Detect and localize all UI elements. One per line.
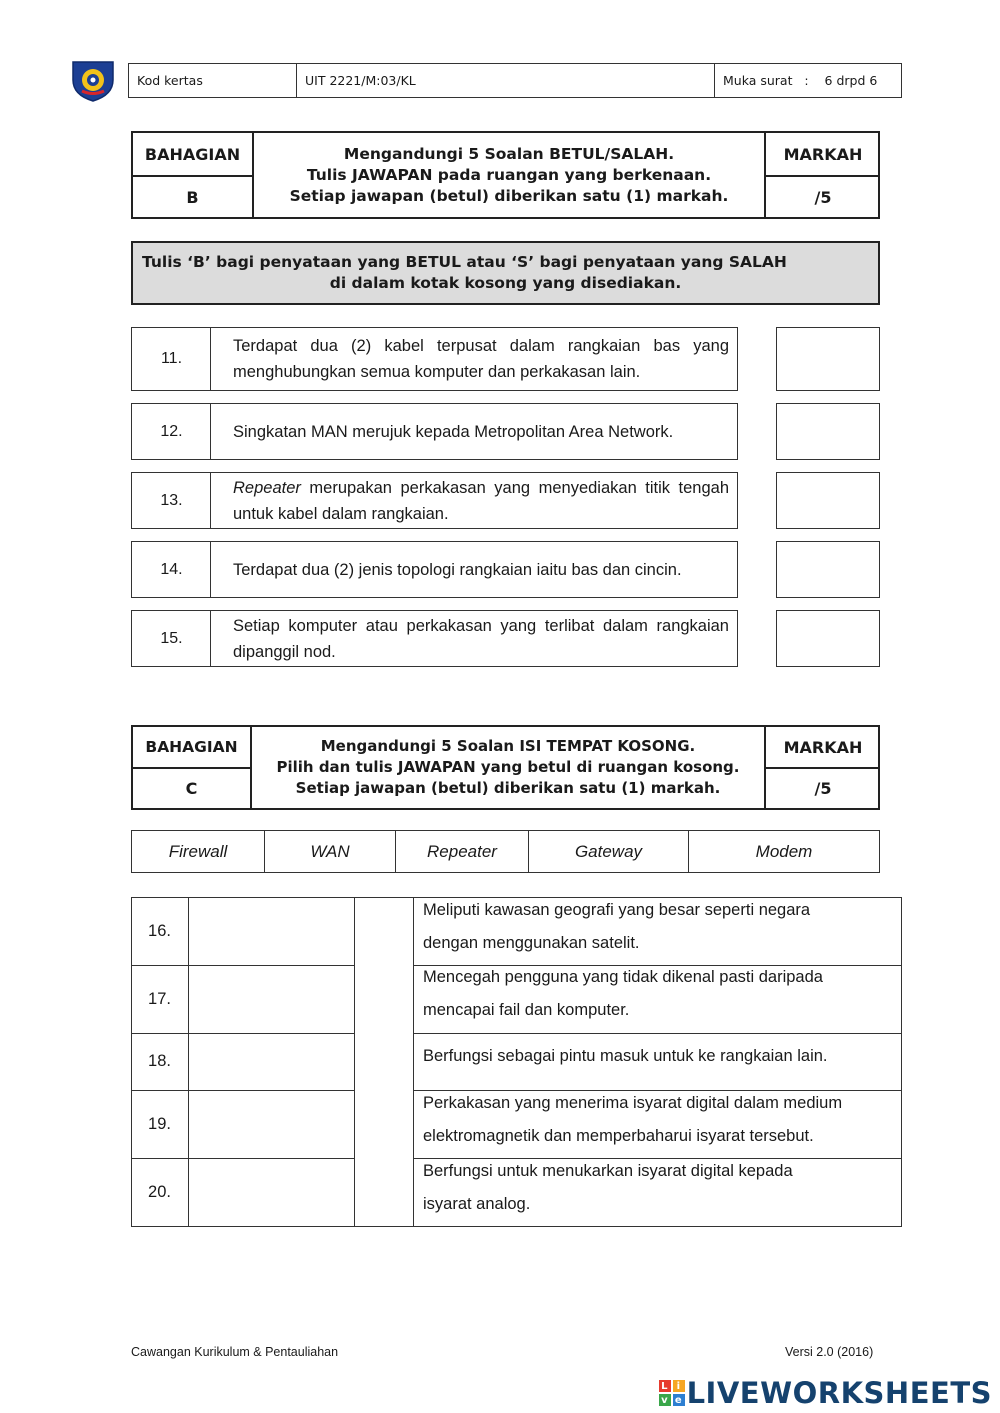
- school-logo: [70, 58, 116, 102]
- question-17-number: 17.: [148, 989, 171, 1008]
- section-b-letter: B: [186, 187, 199, 207]
- answer-field-18[interactable]: [190, 1035, 353, 1089]
- section-c-desc-line3: Setiap jawapan (betul) diberikan satu (1) markah.: [295, 779, 721, 797]
- footer-left: Cawangan Kurikulum & Pentauliahan: [131, 1345, 339, 1359]
- section-c-label: BAHAGIAN: [145, 738, 238, 756]
- kod-kertas-label: Kod kertas: [129, 64, 297, 97]
- question-11-text: Terdapat dua (2) kabel terpusat dalam rangkaian bas yang menghubungkan semua komputer dan perkakasan lain.: [210, 327, 738, 391]
- section-c-description: [252, 727, 764, 808]
- option-wan: WAN: [265, 831, 396, 872]
- answer-field-20[interactable]: [190, 1160, 353, 1225]
- page-header: [128, 63, 902, 98]
- answer-options: [131, 830, 880, 873]
- question-18-text: Berfungsi sebagai pintu masuk untuk ke rangkaian lain.: [423, 1047, 828, 1065]
- question-13-text: Repeater merupakan perkakasan yang menyediakan titik tengah untuk kabel dalam rangkaian.: [210, 472, 738, 529]
- section-c-markah-value: /5: [814, 779, 832, 798]
- question-13-number: 13.: [131, 472, 211, 529]
- footer-version: Versi 2.0 (2016): [785, 1345, 874, 1359]
- question-20-text: Berfungsi untuk menukarkan isyarat digital kepada isyarat analog.: [423, 1162, 793, 1213]
- section-b-description: [254, 133, 764, 217]
- instruction-line2: di dalam kotak kosong yang disediakan.: [329, 274, 682, 292]
- page-number: Muka surat : 6 drpd 6: [723, 73, 878, 88]
- answer-box-15[interactable]: [776, 610, 880, 667]
- section-c-markah-label: MARKAH: [783, 737, 863, 757]
- question-12-number: 12.: [131, 403, 211, 460]
- section-b-header: [131, 131, 880, 219]
- question-19-text: Perkakasan yang menerima isyarat digital dalam medium elektromagnetik dan memperbaharui isyarat tersebut.: [423, 1094, 843, 1145]
- question-15-number: 15.: [131, 610, 211, 667]
- answer-field-17[interactable]: [190, 967, 353, 1032]
- question-20-number: 20.: [148, 1182, 171, 1201]
- answer-box-14[interactable]: [776, 541, 880, 598]
- section-b-markah-label: MARKAH: [783, 144, 863, 164]
- question-16-number: 16.: [148, 921, 171, 940]
- answer-box-12[interactable]: [776, 403, 880, 460]
- section-c-header: [131, 725, 880, 810]
- section-c-letter: C: [185, 779, 198, 798]
- option-repeater: Repeater: [396, 831, 529, 872]
- section-b-markah-value: /5: [814, 187, 832, 207]
- answer-field-16[interactable]: [190, 899, 353, 964]
- section-b-desc-line3: Setiap jawapan (betul) diberikan satu (1) markah.: [289, 186, 729, 205]
- section-b-desc-line1: Mengandungi 5 Soalan BETUL/SALAH.: [343, 144, 675, 163]
- liveworksheets-logo: [659, 1376, 992, 1410]
- section-c-desc-line1: Mengandungi 5 Soalan ISI TEMPAT KOSONG.: [320, 737, 696, 755]
- question-19-number: 19.: [148, 1114, 171, 1133]
- option-modem: Modem: [755, 841, 813, 861]
- option-gateway: Gateway: [529, 831, 689, 872]
- instruction-box: [131, 241, 880, 305]
- answer-box-11[interactable]: [776, 327, 880, 391]
- section-c-desc-line2: Pilih dan tulis JAWAPAN yang betul di ruangan kosong.: [276, 758, 740, 776]
- question-14-text: Terdapat dua (2) jenis topologi rangkaian iaitu bas dan cincin.: [210, 541, 738, 598]
- question-12-text: Singkatan MAN merujuk kepada Metropolitan Area Network.: [210, 403, 738, 460]
- option-firewall: Firewall: [132, 831, 265, 872]
- section-b-label: BAHAGIAN: [144, 144, 241, 164]
- liveworksheets-mark-icon: L i v e: [659, 1380, 685, 1406]
- section-b-desc-line2: Tulis JAWAPAN pada ruangan yang berkenaan.: [306, 165, 712, 184]
- question-14-number: 14.: [131, 541, 211, 598]
- answer-field-19[interactable]: [190, 1092, 353, 1157]
- instruction-line1: Tulis ‘B’ bagi penyataan yang BETUL atau ‘S’ bagi penyataan yang SALAH: [142, 253, 787, 271]
- question-18-number: 18.: [148, 1052, 171, 1070]
- kod-kertas-value: UIT 2221/M:03/KL: [297, 64, 715, 97]
- question-11-number: 11.: [131, 327, 211, 391]
- answer-box-13[interactable]: [776, 472, 880, 529]
- liveworksheets-wordmark: LIVEWORKSHEETS: [686, 1376, 992, 1410]
- question-17-text: Mencegah pengguna yang tidak dikenal pasti daripada mencapai fail dan komputer.: [423, 968, 823, 1019]
- question-15-text: Setiap komputer atau perkakasan yang terlibat dalam rangkaian dipanggil nod.: [210, 610, 738, 667]
- question-16-text: Meliputi kawasan geografi yang besar seperti negara dengan menggunakan satelit.: [423, 901, 811, 952]
